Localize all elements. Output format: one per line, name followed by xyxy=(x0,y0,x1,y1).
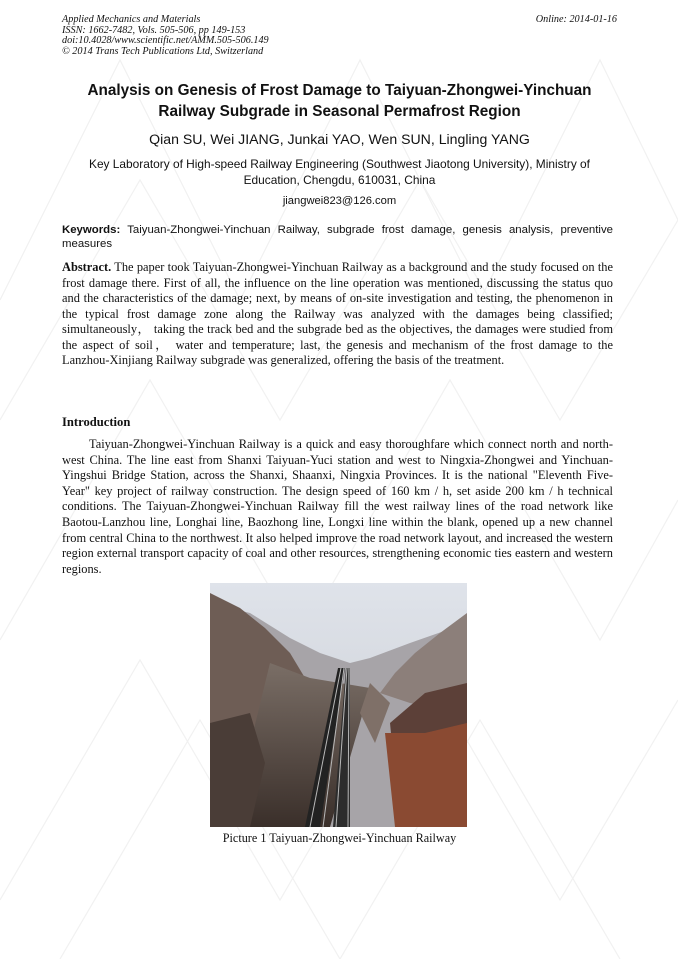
title-line-2: Railway Subgrade in Seasonal Permafrost Region xyxy=(158,103,521,120)
issn-line: ISSN: 1662-7482, Vols. 505-506, pp 149-153 xyxy=(62,24,246,36)
keywords xyxy=(62,223,613,251)
railway-photo xyxy=(210,583,467,827)
abstract-text: The paper took Taiyuan-Zhongwei-Yinchuan Railway as a background and the study focused on the frost damage there. First of all, the influence on the line operation was mentioned, discussing the status quo and the characteristics of the damage; next, by means of on-site investigation and testing, the phenomenon in the typical frost damage zone along the Railway was analyzed with the damages being classified; simultaneously， taking the track bed and the subgrade bed as the objectives, the damages were studied from the aspect of soil， water and temperature; last, the genesis and mechanism of the frost damage to the Lanzhou-Xinjiang Railway subgrade was generalized, offering the basis of the treatment. xyxy=(62,260,613,367)
author-email: jiangwei823@126.com xyxy=(282,195,397,207)
copyright-line: © 2014 Trans Tech Publications Ltd, Switzerland xyxy=(62,45,264,57)
online-date: Online: 2014-01-16 xyxy=(535,14,617,25)
doi-line: doi:10.4028/www.scientific.net/AMM.505-506.149 xyxy=(62,35,269,47)
keywords-text: Taiyuan-Zhongwei-Yinchuan Railway, subgrade frost damage, genesis analysis, preventive measures xyxy=(62,224,613,250)
section-heading-introduction: Introduction xyxy=(62,415,131,429)
abstract xyxy=(62,260,613,369)
journal-header xyxy=(62,15,617,57)
keywords-label: Keywords: xyxy=(62,224,121,236)
figure-caption: Picture 1 Taiyuan-Zhongwei-Yinchuan Railway xyxy=(222,831,457,845)
abstract-label: Abstract. xyxy=(62,260,112,274)
title-line-1: Analysis on Genesis of Frost Damage to Taiyuan-Zhongwei-Yinchuan xyxy=(87,82,592,99)
paper-title xyxy=(62,80,617,122)
introduction-paragraph: Taiyuan-Zhongwei-Yinchuan Railway is a quick and easy thoroughfare which connect north and north-west China. The line east from Shanxi Taiyuan-Yuci station and west to Ningxia-Zhongwei and Yinchuan- Yingshui Bridge Station, across the Shanxi, Shaanxi, Ningxia Provinces. It is the national "Eleventh Five-Year" key project of railway construction. The design speed of 160 km / h, set aside 200 km / h technical conditions. The Taiyuan-Zhongwei-Yinchuan Railway fill the west railway lines of the road network like Baotou-Lanzhou line, Longhai line, Baozhong line, Longxi line within the blank, opened up a new channel from central China to the northwest. It also helped improve the road network layout, and increased the western region external transport capacity of coal and other resources, strengthening economic ties eastern and western regions. xyxy=(62,437,613,576)
affiliation: Key Laboratory of High-speed Railway Engineering (Southwest Jiaotong University), Ministry of Education, Chengdu, 610031, China xyxy=(89,157,590,187)
authors: Qian SU, Wei JIANG, Junkai YAO, Wen SUN, Lingling YANG xyxy=(149,131,530,147)
journal-name: Applied Mechanics and Materials xyxy=(62,14,201,25)
